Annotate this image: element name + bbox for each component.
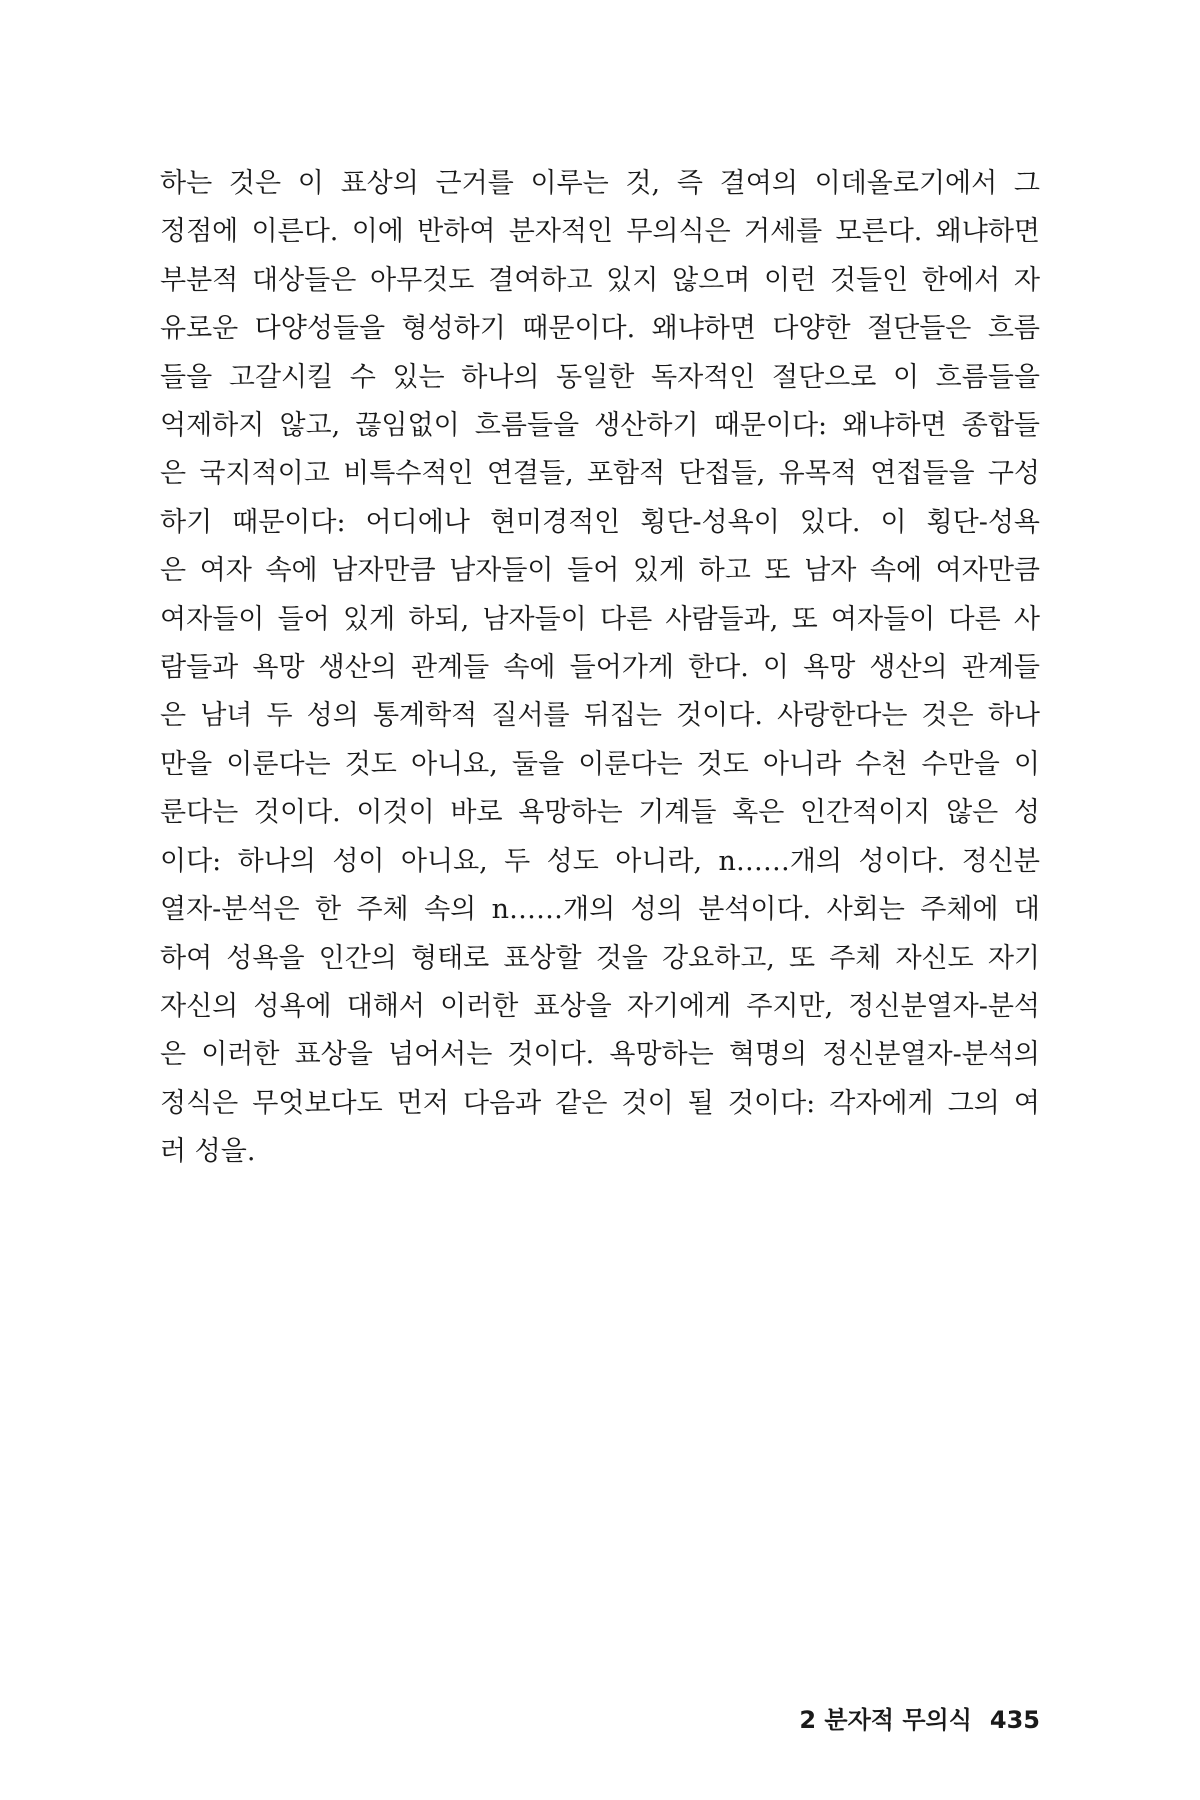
text-line: 정식은 무엇보다도 먼저 다음과 같은 것이 될 것이다: 각자에게 그의 여 (160, 1087, 1040, 1119)
running-footer (700, 1700, 1040, 1735)
text-line: 은 국지적이고 비특수적인 연결들, 포함적 단접들, 유목적 연접들을 구성 (160, 458, 1040, 490)
chapter-title: 2 분자적 무의식 (799, 1706, 972, 1734)
text-line: 열자-분석은 한 주체 속의 n……개의 성의 분석이다. 사회는 주체에 대 (160, 894, 1040, 926)
text-line: 들을 고갈시킬 수 있는 하나의 동일한 독자적인 절단으로 이 흐름들을 (160, 361, 1040, 393)
body-paragraph (160, 160, 1040, 1177)
page-number: 435 (989, 1706, 1040, 1734)
text-line: 자신의 성욕에 대해서 이러한 표상을 자기에게 주지만, 정신분열자-분석 (160, 990, 1040, 1022)
text-line: 룬다는 것이다. 이것이 바로 욕망하는 기계들 혹은 인간적이지 않은 성 (160, 797, 1040, 829)
text-line: 하여 성욕을 인간의 형태로 표상할 것을 강요하고, 또 주체 자신도 자기 (160, 942, 1040, 974)
text-line: 러 성을. (160, 1136, 256, 1168)
text-line: 부분적 대상들은 아무것도 결여하고 있지 않으며 이런 것들인 한에서 자 (160, 264, 1040, 296)
text-line: 만을 이룬다는 것도 아니요, 둘을 이룬다는 것도 아니라 수천 수만을 이 (160, 748, 1040, 780)
text-line: 여자들이 들어 있게 하되, 남자들이 다른 사람들과, 또 여자들이 다른 사 (160, 603, 1040, 635)
text-line: 정점에 이른다. 이에 반하여 분자적인 무의식은 거세를 모른다. 왜냐하면 (160, 216, 1040, 248)
text-line: 억제하지 않고, 끊임없이 흐름들을 생산하기 때문이다: 왜냐하면 종합들 (160, 410, 1040, 442)
text-line: 은 남녀 두 성의 통계학적 질서를 뒤집는 것이다. 사랑한다는 것은 하나 (160, 700, 1040, 732)
text-line: 은 여자 속에 남자만큼 남자들이 들어 있게 하고 또 남자 속에 여자만큼 (160, 555, 1040, 587)
text-line: 이다: 하나의 성이 아니요, 두 성도 아니라, n……개의 성이다. 정신분 (160, 845, 1040, 877)
text-line: 유로운 다양성들을 형성하기 때문이다. 왜냐하면 다양한 절단들은 흐름 (160, 313, 1040, 345)
text-line: 은 이러한 표상을 넘어서는 것이다. 욕망하는 혁명의 정신분열자-분석의 (160, 1039, 1040, 1071)
text-line: 하기 때문이다: 어디에나 현미경적인 횡단-성욕이 있다. 이 횡단-성욕 (160, 506, 1040, 538)
text-line: 람들과 욕망 생산의 관계들 속에 들어가게 한다. 이 욕망 생산의 관계들 (160, 652, 1040, 684)
text-line: 하는 것은 이 표상의 근거를 이루는 것, 즉 결여의 이데올로기에서 그 (160, 168, 1040, 199)
